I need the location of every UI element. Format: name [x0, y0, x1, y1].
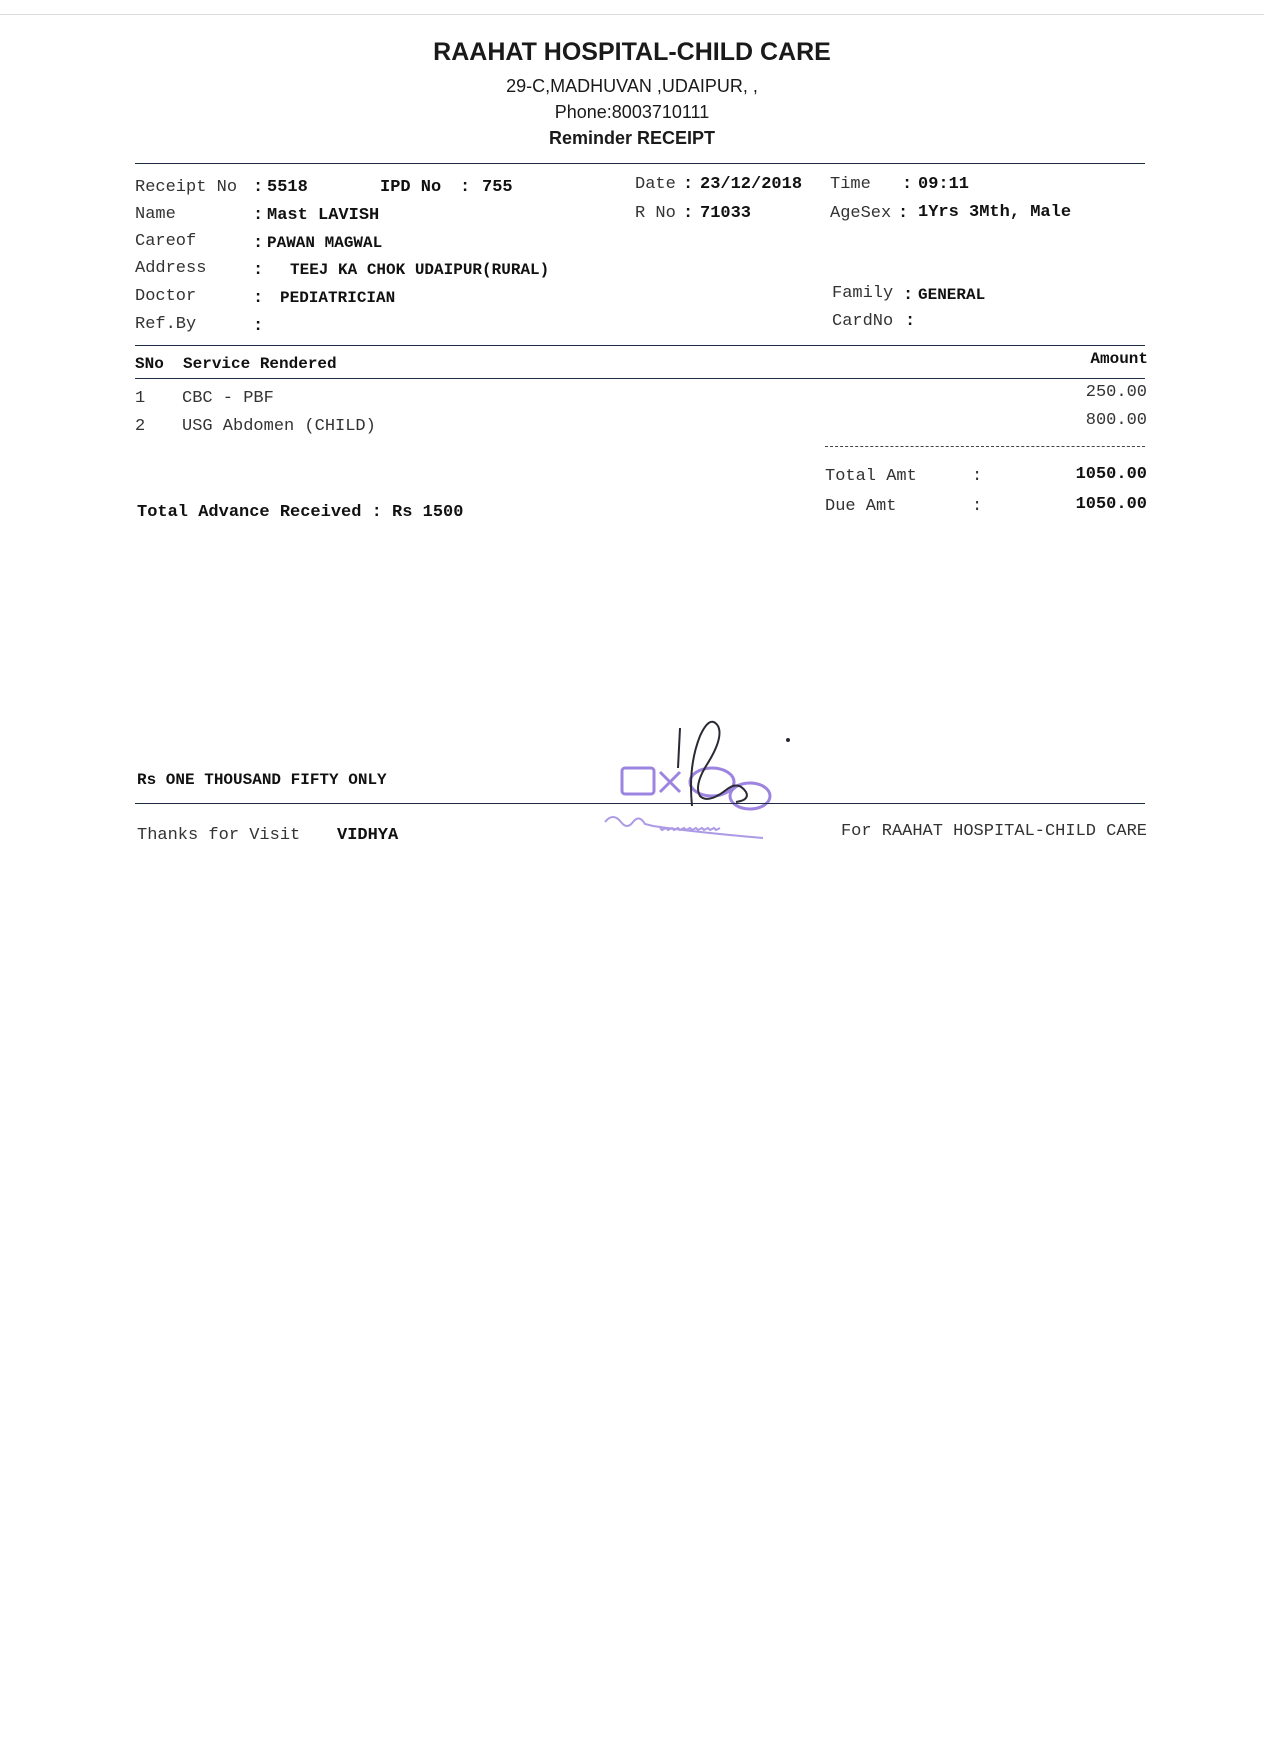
colon: :	[898, 204, 909, 223]
colon: :	[902, 175, 913, 194]
for-hospital-text: For RAAHAT HOSPITAL-CHILD CARE	[840, 822, 1147, 841]
operator-name: VIDHYA	[337, 826, 399, 845]
row-sno: 1	[135, 389, 146, 408]
colon: :	[903, 286, 914, 305]
family-value: GENERAL	[918, 286, 986, 304]
colon: :	[972, 467, 983, 486]
cardno-label: CardNo	[832, 312, 894, 331]
hospital-phone: Phone:8003710111	[554, 102, 710, 122]
colon: :	[972, 497, 983, 516]
colon: :	[253, 234, 264, 253]
colon: :	[683, 175, 694, 194]
row-sno: 2	[135, 417, 146, 436]
header-rule	[135, 163, 1145, 164]
row-service: USG Abdomen (CHILD)	[182, 417, 376, 436]
table-header-rule	[135, 378, 1145, 379]
total-dash-rule	[825, 446, 1145, 447]
colon: :	[683, 204, 694, 223]
amount-in-words: Rs ONE THOUSAND FIFTY ONLY	[137, 771, 387, 789]
address-label: Address	[135, 259, 207, 278]
total-amt-label: Total Amt	[825, 467, 917, 486]
footer-rule	[135, 803, 1145, 804]
due-amt-label: Due Amt	[825, 497, 897, 516]
address-value: TEEJ KA CHOK UDAIPUR(RURAL)	[290, 261, 550, 279]
row-service: CBC - PBF	[182, 389, 274, 408]
total-amt-value: 1050.00	[1075, 465, 1147, 484]
colon: :	[253, 178, 264, 197]
family-label: Family	[832, 284, 894, 303]
scan-edge	[0, 14, 1264, 15]
patient-name-value: Mast LAVISH	[267, 206, 380, 225]
doctor-value: PEDIATRICIAN	[280, 289, 396, 307]
hospital-name: RAAHAT HOSPITAL-CHILD CARE	[433, 38, 831, 66]
colon: :	[253, 289, 264, 308]
name-label: Name	[135, 205, 176, 224]
signature-stamp-icon	[600, 710, 810, 860]
hospital-address: 29-C,MADHUVAN ,UDAIPUR, ,	[506, 76, 758, 96]
time-value: 09:11	[918, 175, 970, 194]
advance-received: Total Advance Received : Rs 1500	[137, 503, 464, 522]
amount-header: Amount	[1090, 350, 1148, 368]
ipd-no-label: IPD No	[380, 178, 442, 197]
agesex-label: AgeSex	[830, 204, 892, 223]
colon: :	[905, 312, 916, 331]
careof-label: Careof	[135, 232, 197, 251]
colon: :	[253, 261, 264, 280]
doctor-label: Doctor	[135, 287, 197, 306]
agesex-value: 1Yrs 3Mth, Male	[918, 203, 1072, 222]
receipt-no-value: 5518	[267, 178, 308, 197]
r-no-value: 71033	[700, 204, 752, 223]
ipd-no-value: 755	[482, 178, 513, 197]
service-header: SNo Service Rendered	[135, 355, 337, 373]
colon: :	[460, 178, 471, 197]
thanks-text: Thanks for Visit	[137, 826, 301, 845]
careof-value: PAWAN MAGWAL	[267, 234, 383, 252]
colon: :	[253, 206, 264, 225]
receipt-no-label: Receipt No	[135, 178, 238, 197]
row-amount: 800.00	[1085, 411, 1147, 430]
colon: :	[253, 317, 264, 336]
refby-label: Ref.By	[135, 315, 197, 334]
date-label: Date	[635, 175, 676, 194]
receipt-title: Reminder RECEIPT	[548, 128, 716, 148]
time-label: Time	[830, 175, 871, 194]
row-amount: 250.00	[1085, 383, 1147, 402]
r-no-label: R No	[635, 204, 676, 223]
info-rule	[135, 345, 1145, 346]
date-value: 23/12/2018	[700, 175, 803, 194]
due-amt-value: 1050.00	[1075, 495, 1147, 514]
